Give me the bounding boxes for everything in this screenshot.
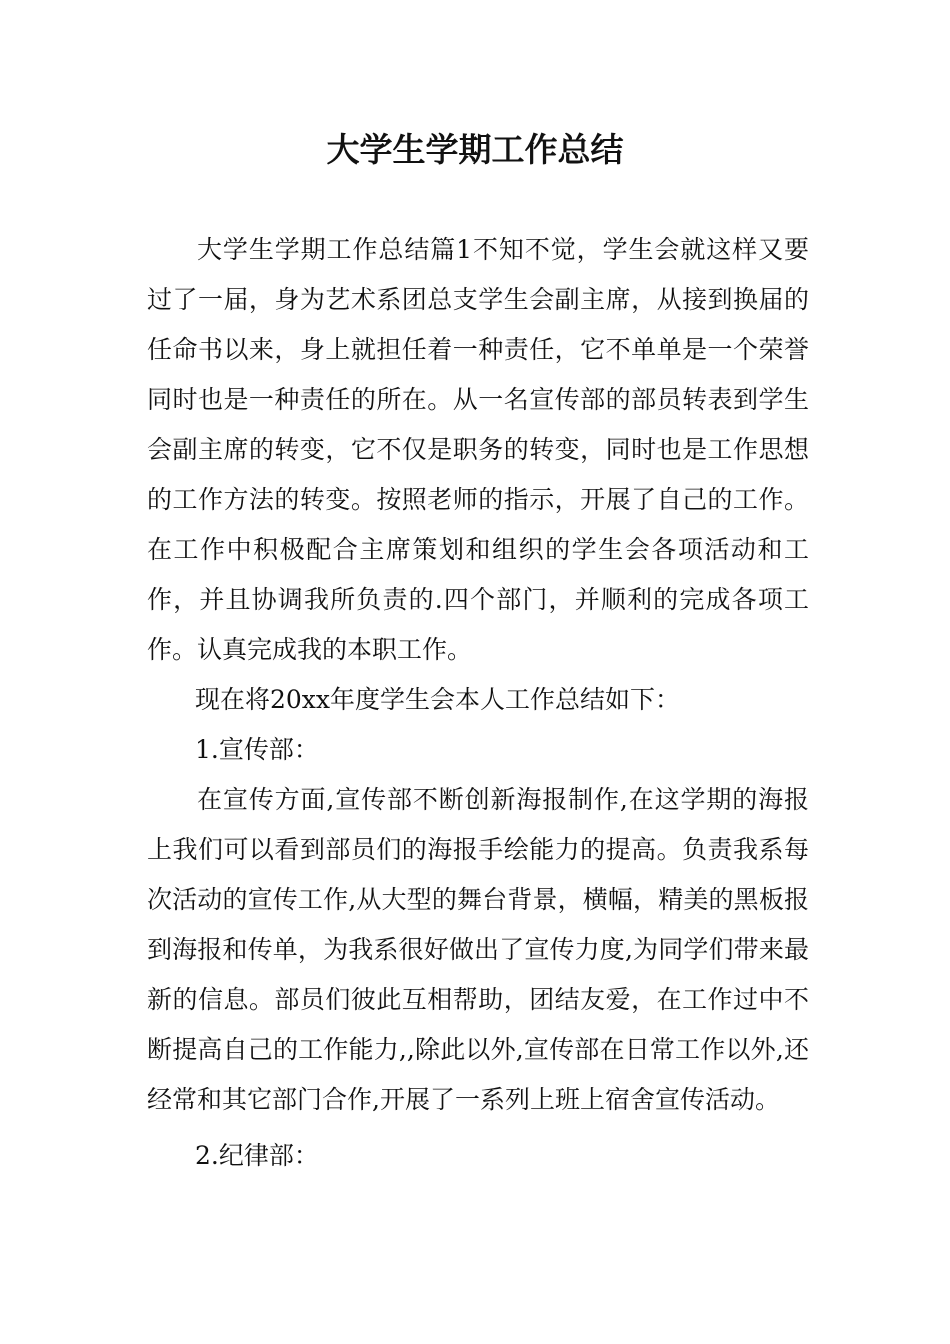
section-heading-publicity: 1.宣传部： [195, 735, 319, 764]
paragraph-publicity: 在宣传方面,宣传部不断创新海报制作,在这学期的海报上我们可以看到部员们的海报手绘能力的提高。负责我系每次活动的宣传工作,从大型的舞台背景，横幅，精美的黑板报到海报和传单，为我系很好做出了宣传力度,为同学们带来最新的信息。部员们彼此互相帮助，团结友爱，在工作过中不断提高自己的工作能力,,除此以外,宣传部在日常工作以外,还经常和其它部门合作,开展了一系列上班上宿舍宣传活动。 [147, 785, 809, 1114]
document-body [147, 225, 809, 1181]
document-title: 大学生学期工作总结 [326, 130, 624, 169]
paragraph-summary-lead: 现在将20xx年度学生会本人工作总结如下： [195, 685, 681, 714]
section-heading-discipline: 2.纪律部： [195, 1141, 319, 1170]
paragraph-intro: 大学生学期工作总结篇1不知不觉，学生会就这样又要过了一届，身为艺术系团总支学生会副主席，从接到换届的任命书以来，身上就担任着一种责任，它不单单是一个荣誉同时也是一种责任的所在。从一名宣传部的部员转表到学生会副主席的转变，它不仅是职务的转变，同时也是工作思想的工作方法的转变。按照老师的指示，开展了自己的工作。在工作中积极配合主席策划和组织的学生会各项活动和工作，并且协调我所负责的.四个部门，并顺利的完成各项工作。认真完成我的本职工作。 [147, 235, 809, 664]
